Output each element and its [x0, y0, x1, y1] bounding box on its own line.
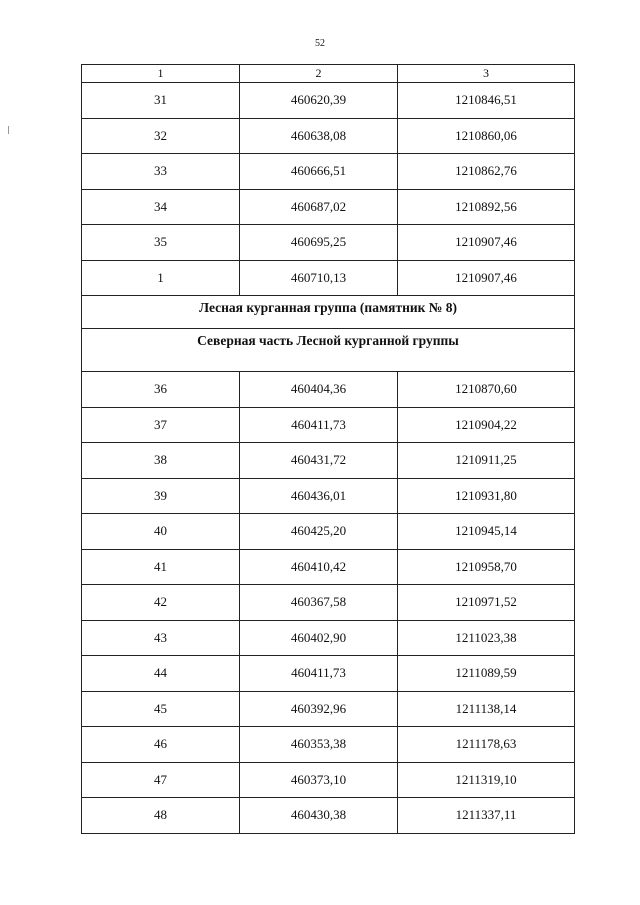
point-number-cell: 47 — [82, 762, 240, 798]
point-number-cell: 37 — [82, 407, 240, 443]
y-coordinate-cell: 1210892,56 — [398, 189, 575, 225]
table-row — [82, 585, 575, 621]
x-coordinate-cell: 460402,90 — [240, 620, 398, 656]
subsection-title-row — [82, 329, 575, 372]
y-coordinate-cell: 1210945,14 — [398, 514, 575, 550]
y-coordinate-cell: 1210911,25 — [398, 443, 575, 479]
table-row — [82, 478, 575, 514]
point-number-cell: 46 — [82, 727, 240, 763]
point-number-cell: 41 — [82, 549, 240, 585]
point-number-cell: 40 — [82, 514, 240, 550]
y-coordinate-cell: 1210971,52 — [398, 585, 575, 621]
header-col-2: 2 — [240, 65, 398, 83]
y-coordinate-cell: 1211178,63 — [398, 727, 575, 763]
y-coordinate-cell: 1211319,10 — [398, 762, 575, 798]
y-coordinate-cell: 1210904,22 — [398, 407, 575, 443]
y-coordinate-cell: 1211023,38 — [398, 620, 575, 656]
x-coordinate-cell: 460411,73 — [240, 407, 398, 443]
table-row — [82, 798, 575, 834]
point-number-cell: 34 — [82, 189, 240, 225]
point-number-cell: 48 — [82, 798, 240, 834]
table-row — [82, 118, 575, 154]
header-col-3: 3 — [398, 65, 575, 83]
table-row — [82, 407, 575, 443]
x-coordinate-cell: 460666,51 — [240, 154, 398, 190]
point-number-cell: 35 — [82, 225, 240, 261]
y-coordinate-cell: 1210860,06 — [398, 118, 575, 154]
point-number-cell: 44 — [82, 656, 240, 692]
page-number: 52 — [315, 38, 325, 49]
x-coordinate-cell: 460695,25 — [240, 225, 398, 261]
point-number-cell: 33 — [82, 154, 240, 190]
table-row — [82, 656, 575, 692]
point-number-cell: 39 — [82, 478, 240, 514]
table-row — [82, 443, 575, 479]
table-body — [82, 83, 575, 834]
table-row — [82, 620, 575, 656]
table-row — [82, 372, 575, 408]
y-coordinate-cell: 1210907,46 — [398, 260, 575, 296]
x-coordinate-cell: 460392,96 — [240, 691, 398, 727]
scan-margin-mark — [8, 126, 9, 134]
table-row — [82, 549, 575, 585]
x-coordinate-cell: 460425,20 — [240, 514, 398, 550]
section-title: Лесная курганная группа (памятник № 8) — [82, 296, 575, 329]
table-row — [82, 189, 575, 225]
y-coordinate-cell: 1210870,60 — [398, 372, 575, 408]
table-row — [82, 154, 575, 190]
coordinates-table — [81, 64, 575, 834]
x-coordinate-cell: 460430,38 — [240, 798, 398, 834]
point-number-cell: 38 — [82, 443, 240, 479]
table-row — [82, 260, 575, 296]
subsection-title: Северная часть Лесной курганной группы — [82, 329, 575, 372]
point-number-cell: 31 — [82, 83, 240, 119]
x-coordinate-cell: 460687,02 — [240, 189, 398, 225]
header-col-1: 1 — [82, 65, 240, 83]
x-coordinate-cell: 460431,72 — [240, 443, 398, 479]
y-coordinate-cell: 1210907,46 — [398, 225, 575, 261]
x-coordinate-cell: 460404,36 — [240, 372, 398, 408]
x-coordinate-cell: 460436,01 — [240, 478, 398, 514]
table-row — [82, 83, 575, 119]
x-coordinate-cell: 460373,10 — [240, 762, 398, 798]
x-coordinate-cell: 460411,73 — [240, 656, 398, 692]
x-coordinate-cell: 460620,39 — [240, 83, 398, 119]
table-row — [82, 691, 575, 727]
point-number-cell: 42 — [82, 585, 240, 621]
point-number-cell: 43 — [82, 620, 240, 656]
x-coordinate-cell: 460353,38 — [240, 727, 398, 763]
table-header-row — [82, 65, 575, 83]
table-row — [82, 727, 575, 763]
point-number-cell: 32 — [82, 118, 240, 154]
y-coordinate-cell: 1211089,59 — [398, 656, 575, 692]
table-row — [82, 514, 575, 550]
point-number-cell: 45 — [82, 691, 240, 727]
x-coordinate-cell: 460638,08 — [240, 118, 398, 154]
y-coordinate-cell: 1211337,11 — [398, 798, 575, 834]
y-coordinate-cell: 1210862,76 — [398, 154, 575, 190]
y-coordinate-cell: 1210958,70 — [398, 549, 575, 585]
table-row — [82, 225, 575, 261]
y-coordinate-cell: 1210846,51 — [398, 83, 575, 119]
x-coordinate-cell: 460410,42 — [240, 549, 398, 585]
section-title-row — [82, 296, 575, 329]
y-coordinate-cell: 1210931,80 — [398, 478, 575, 514]
y-coordinate-cell: 1211138,14 — [398, 691, 575, 727]
table-row — [82, 762, 575, 798]
point-number-cell: 36 — [82, 372, 240, 408]
x-coordinate-cell: 460710,13 — [240, 260, 398, 296]
point-number-cell: 1 — [82, 260, 240, 296]
x-coordinate-cell: 460367,58 — [240, 585, 398, 621]
